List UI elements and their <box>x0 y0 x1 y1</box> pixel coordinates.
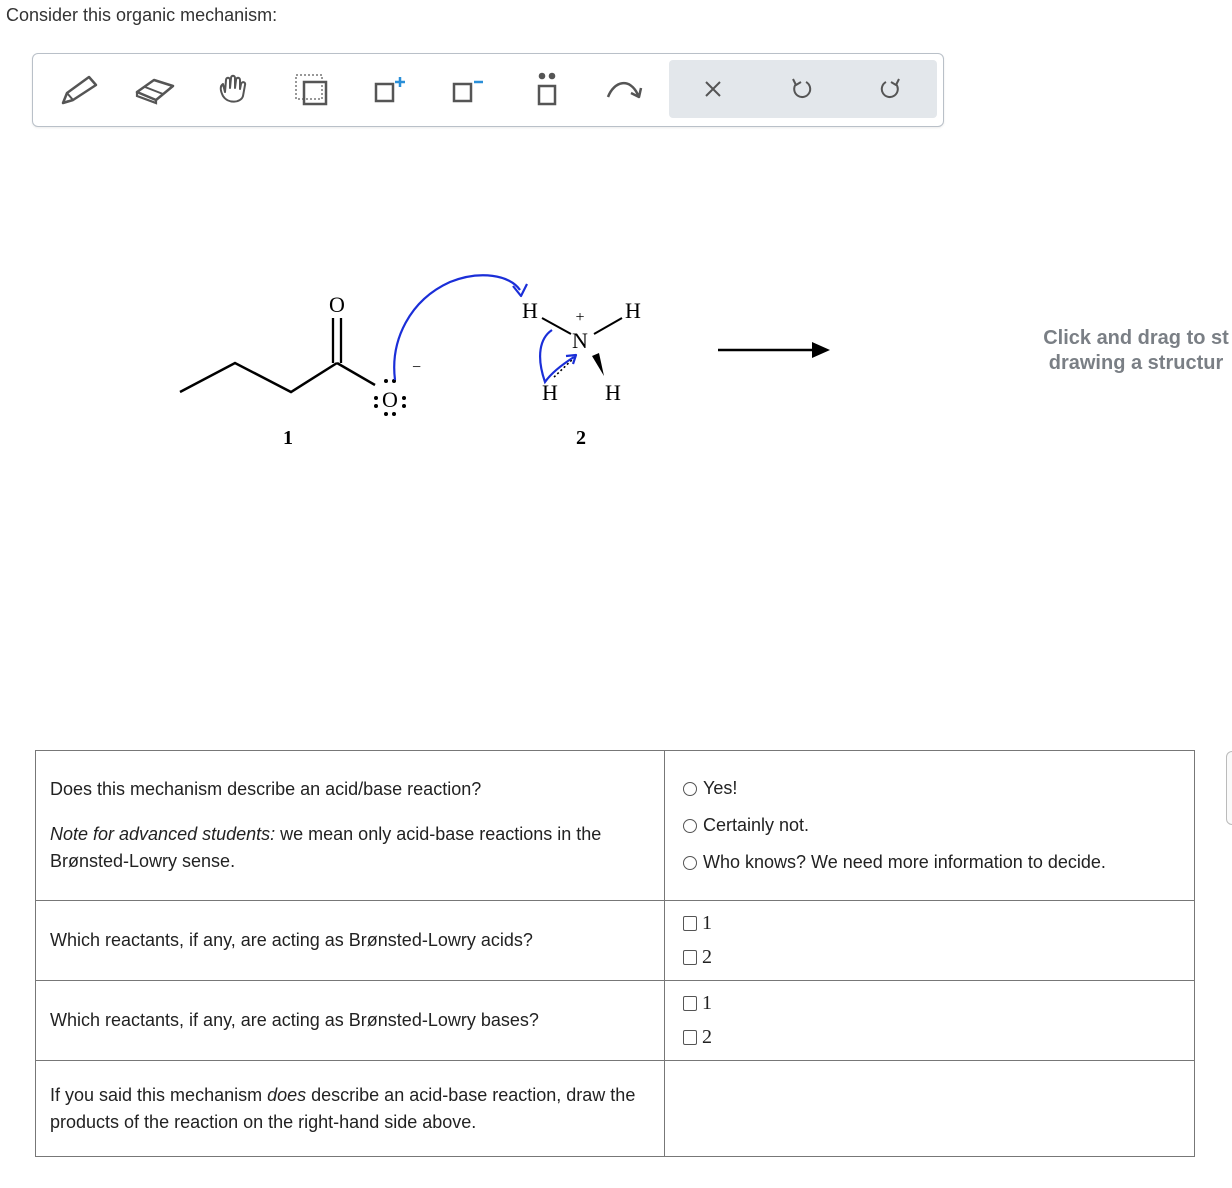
reactant-2-label: 2 <box>576 427 586 449</box>
ammonium-plus-charge: + <box>575 309 585 326</box>
select-box-icon[interactable] <box>289 68 333 112</box>
undo-icon[interactable] <box>779 67 823 111</box>
option-label: Who knows? We need more information to decide. <box>703 852 1106 872</box>
answer-3 <box>665 981 1195 1061</box>
q4-text-emphasis: does <box>267 1084 307 1105</box>
clear-icon[interactable] <box>691 67 735 111</box>
remove-charge-icon[interactable] <box>445 68 489 112</box>
q4-text-b: describe an acid-base reaction, draw the products of the reaction on the right-hand side above. <box>50 1084 636 1132</box>
q4-text-a: If you said this mechanism <box>50 1084 268 1105</box>
checkbox[interactable] <box>683 996 697 1011</box>
hand-icon[interactable] <box>211 68 255 112</box>
option-certainly-not[interactable] <box>683 807 1176 844</box>
mechanism-drawing <box>0 130 1232 740</box>
reactant-1-label: 1 <box>283 427 293 449</box>
eraser-icon[interactable] <box>133 68 177 112</box>
question-1-note <box>50 821 650 875</box>
note-prefix: Note for advanced students: <box>50 824 276 844</box>
question-2 <box>36 901 665 981</box>
prompt-text: Consider this organic mechanism: <box>6 5 278 25</box>
option-label: 2 <box>702 1026 712 1048</box>
checkbox[interactable] <box>683 916 697 931</box>
oxide-oxygen: O <box>382 387 398 412</box>
toolbar-actions <box>669 60 937 118</box>
base-option-2[interactable] <box>683 1021 1176 1055</box>
option-who-knows[interactable] <box>683 844 1176 881</box>
question-3-text: Which reactants, if any, are acting as Brønsted-Lowry bases? <box>50 1010 539 1030</box>
drawing-canvas[interactable] <box>0 130 1232 740</box>
lone-pair-icon[interactable] <box>525 68 569 112</box>
option-label: 1 <box>702 912 712 934</box>
option-yes[interactable] <box>683 770 1176 807</box>
note-rest: we mean only acid-base reactions in the Brønsted-Lowry sense. <box>50 824 602 871</box>
hint-line-1: Click and drag to st <box>1043 327 1229 349</box>
option-label: Certainly not. <box>703 815 810 835</box>
question-3 <box>36 981 665 1061</box>
reaction-arrow <box>718 342 830 358</box>
answer-1 <box>665 751 1195 901</box>
question-table <box>35 750 1195 1157</box>
side-panel-tab[interactable] <box>1226 751 1232 825</box>
radio-button[interactable] <box>683 819 697 833</box>
option-label: Yes! <box>703 778 738 798</box>
answer-2 <box>665 901 1195 981</box>
reactant-1-skeleton[interactable] <box>180 318 375 392</box>
hydrogen-top-left: H <box>522 298 538 323</box>
question-1 <box>36 751 665 901</box>
hint-line-2: drawing a structur <box>1048 352 1224 374</box>
canvas-hint <box>1006 326 1232 376</box>
radio-button[interactable] <box>683 856 697 870</box>
curved-arrow-icon[interactable] <box>603 68 647 112</box>
hydrogen-top-right: H <box>625 298 641 323</box>
answer-4 <box>665 1061 1195 1157</box>
option-label: 1 <box>702 992 712 1014</box>
hydrogen-bottom-left: H <box>542 380 558 405</box>
nitrogen-atom: N <box>572 328 588 353</box>
hydrogen-bottom-right: H <box>605 380 621 405</box>
option-label: 2 <box>702 946 712 968</box>
carbonyl-oxygen: O <box>329 292 345 317</box>
question-4 <box>36 1061 665 1157</box>
add-charge-icon[interactable] <box>367 68 411 112</box>
question-4-text <box>50 1082 650 1136</box>
question-2-text: Which reactants, if any, are acting as Brønsted-Lowry acids? <box>50 930 533 950</box>
redo-icon[interactable] <box>869 67 913 111</box>
checkbox[interactable] <box>683 950 697 965</box>
acid-option-2[interactable] <box>683 941 1176 975</box>
radio-button[interactable] <box>683 782 697 796</box>
question-1-text: Does this mechanism describe an acid/base reaction? <box>50 779 482 799</box>
oxide-minus-charge: − <box>412 359 422 376</box>
checkbox[interactable] <box>683 1030 697 1045</box>
pencil-icon[interactable] <box>57 68 101 112</box>
acid-option-1[interactable] <box>683 907 1176 941</box>
base-option-1[interactable] <box>683 987 1176 1021</box>
drawing-toolbar <box>32 53 944 127</box>
